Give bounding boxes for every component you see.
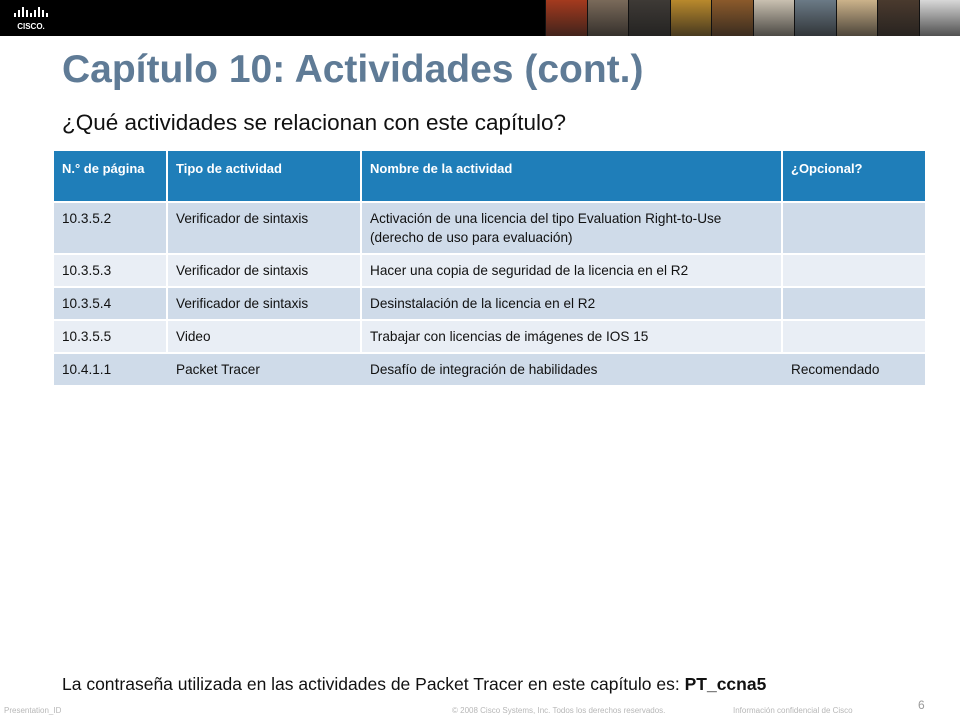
svg-text:CISCO.: CISCO.: [17, 22, 45, 31]
header-activity-name: Nombre de la actividad: [362, 151, 783, 201]
table-row: [54, 286, 925, 319]
cell-activity-name: Desinstalación de la licencia en el R2: [362, 286, 783, 319]
password-value: PT_ccna5: [684, 674, 767, 694]
photo-thumbnail: [670, 0, 712, 36]
page-number: 6: [918, 698, 925, 712]
cell-page-number: 10.3.5.2: [54, 201, 168, 253]
cell-optional: [783, 286, 925, 319]
table-row: [54, 253, 925, 286]
photo-thumbnail: [545, 0, 587, 36]
cell-activity-name: Activación de una licencia del tipo Evaluation Right-to-Use (derecho de uso para evaluación): [362, 201, 783, 253]
cell-activity-name: Desafío de integración de habilidades: [362, 352, 783, 385]
cell-optional: [783, 201, 925, 253]
cell-activity-name: Hacer una copia de seguridad de la licencia en el R2: [362, 253, 783, 286]
cisco-logo: [8, 4, 58, 32]
header-activity-type: Tipo de actividad: [168, 151, 362, 201]
header-optional: ¿Opcional?: [783, 151, 925, 201]
cell-page-number: 10.3.5.4: [54, 286, 168, 319]
table-row: [54, 319, 925, 352]
photo-thumbnail: [919, 0, 960, 36]
photo-thumbnail: [836, 0, 878, 36]
activities-table: [54, 151, 925, 385]
footer-presentation-id: Presentation_ID: [4, 706, 62, 715]
password-note-text: La contraseña utilizada en las actividades de Packet Tracer en este capítulo es:: [62, 674, 685, 694]
photo-thumbnail: [794, 0, 836, 36]
photo-thumbnail: [628, 0, 670, 36]
cell-page-number: 10.4.1.1: [54, 352, 168, 385]
cell-activity-type: Verificador de sintaxis: [168, 286, 362, 319]
top-banner: [0, 0, 960, 36]
footer-copyright: © 2008 Cisco Systems, Inc. Todos los derechos reservados.: [452, 706, 666, 715]
photo-thumbnail: [587, 0, 629, 36]
cell-page-number: 10.3.5.5: [54, 319, 168, 352]
photo-thumbnail: [877, 0, 919, 36]
table-header-row: [54, 151, 925, 201]
cell-activity-name: Trabajar con licencias de imágenes de IOS 15: [362, 319, 783, 352]
cell-activity-type: Video: [168, 319, 362, 352]
photo-strip: [545, 0, 960, 36]
password-note: [62, 674, 766, 695]
cell-optional: [783, 319, 925, 352]
slide-title: Capítulo 10: Actividades (cont.): [62, 48, 644, 91]
table-row: [54, 352, 925, 385]
cell-optional: Recomendado: [783, 352, 925, 385]
header-page-number: N.° de página: [54, 151, 168, 201]
cell-activity-type: Verificador de sintaxis: [168, 201, 362, 253]
cell-optional: [783, 253, 925, 286]
cell-activity-type: Verificador de sintaxis: [168, 253, 362, 286]
table-row: [54, 201, 925, 253]
cell-activity-type: Packet Tracer: [168, 352, 362, 385]
photo-thumbnail: [711, 0, 753, 36]
slide-subtitle: ¿Qué actividades se relacionan con este capítulo?: [62, 110, 567, 135]
footer-confidential: Información confidencial de Cisco: [733, 706, 853, 715]
photo-thumbnail: [753, 0, 795, 36]
cell-page-number: 10.3.5.3: [54, 253, 168, 286]
